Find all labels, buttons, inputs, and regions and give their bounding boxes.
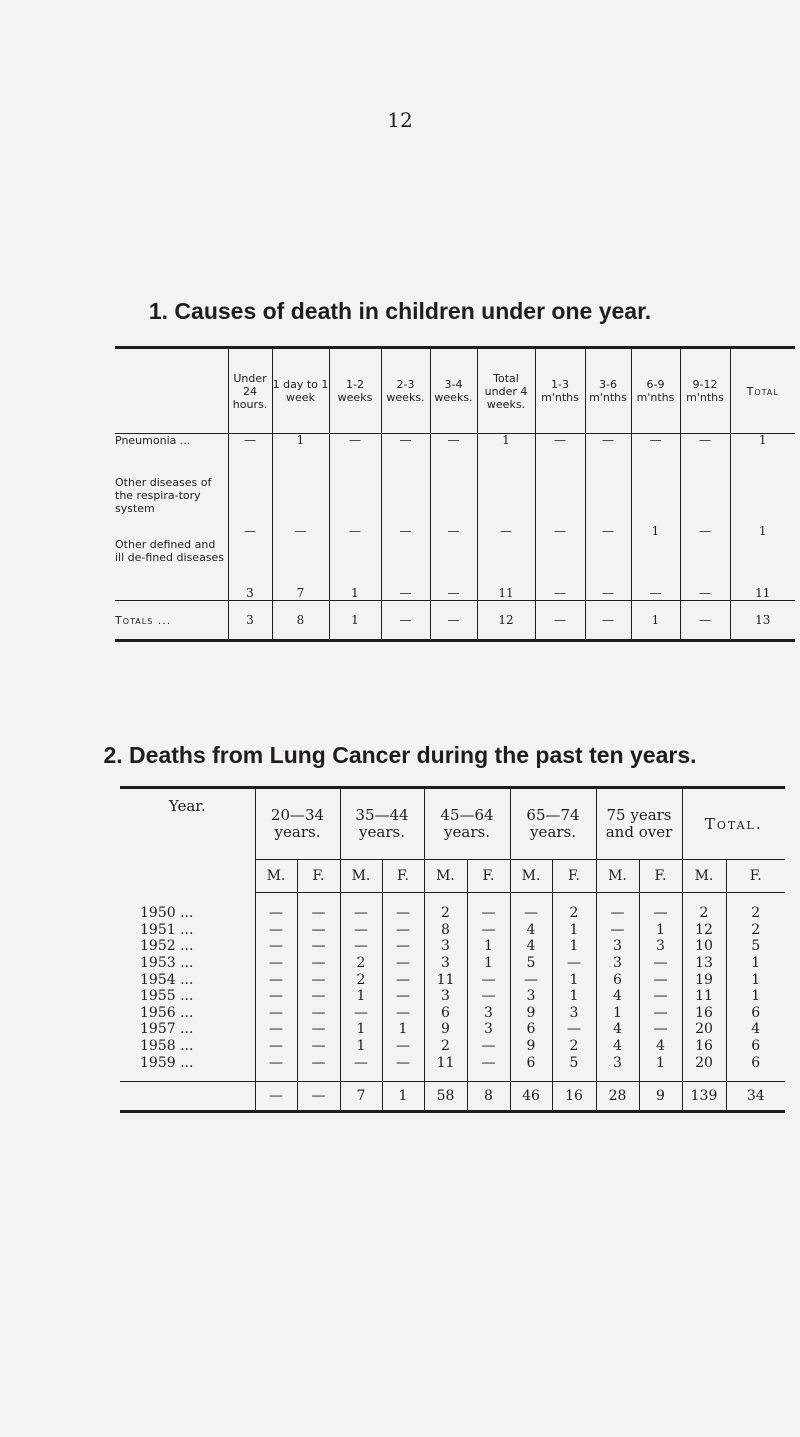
deaths-cell: 1: [639, 1054, 682, 1081]
table2-total-cell: 7: [340, 1081, 382, 1111]
table1-cell: —: [430, 476, 477, 538]
table1-cell: 1: [730, 476, 795, 538]
deaths-cell: —: [467, 1038, 510, 1055]
sex-header: M.: [596, 860, 639, 893]
deaths-cell: —: [297, 988, 340, 1005]
deaths-cell: 1: [340, 1021, 382, 1038]
year-label: 1951 ...: [140, 921, 194, 938]
age-group-header: Total.: [682, 788, 785, 860]
deaths-cell: —: [340, 1005, 382, 1022]
deaths-cell: —: [467, 922, 510, 939]
deaths-cell: —: [382, 922, 424, 939]
table2-total-cell: 9: [639, 1081, 682, 1111]
deaths-cell: 3: [510, 988, 552, 1005]
table1-header-row: [115, 348, 795, 434]
year-label: 1952 ...: [140, 938, 194, 955]
table1-cell: 11: [730, 538, 795, 601]
table1-total-cell: 1: [329, 601, 381, 641]
infant-deaths-table: [115, 346, 795, 642]
table1-cell: 1: [631, 476, 680, 538]
year-row: [120, 922, 785, 939]
deaths-cell: 1: [726, 971, 785, 988]
deaths-cell: —: [467, 988, 510, 1005]
deaths-cell: 10: [682, 938, 726, 955]
sex-header: M.: [255, 860, 297, 893]
deaths-cell: —: [639, 1005, 682, 1022]
deaths-cell: —: [297, 1021, 340, 1038]
age-group-header: 65—74 years.: [510, 788, 596, 860]
deaths-cell: 6: [726, 1038, 785, 1055]
age-group-header: 75 years and over: [596, 788, 682, 860]
year-header: Year.: [168, 797, 206, 815]
deaths-cell: —: [382, 893, 424, 922]
deaths-cell: 3: [596, 1054, 639, 1081]
deaths-cell: 4: [596, 988, 639, 1005]
deaths-cell: 3: [424, 988, 467, 1005]
deaths-cell: 4: [726, 1021, 785, 1038]
deaths-cell: —: [340, 893, 382, 922]
table2-totals-row: [120, 1081, 785, 1111]
table1-cell: —: [381, 476, 430, 538]
table1-total-cell: 8: [272, 601, 329, 641]
year-row: [120, 1038, 785, 1055]
table1-total-cell: 1: [631, 601, 680, 641]
deaths-cell: —: [382, 1054, 424, 1081]
page-number: 12: [387, 108, 413, 132]
table1-total-cell: 12: [477, 601, 535, 641]
table2-group-row: [120, 788, 785, 860]
table1-row: [115, 538, 795, 601]
table1-header-cell: 1-3 m'nths: [535, 348, 585, 434]
table1-header-cell: 2-3 weeks.: [381, 348, 430, 434]
table1-cell: 1: [272, 434, 329, 477]
table1-cell: —: [585, 476, 631, 538]
deaths-cell: 1: [467, 938, 510, 955]
deaths-cell: —: [382, 938, 424, 955]
deaths-cell: 11: [424, 971, 467, 988]
deaths-cell: —: [467, 1054, 510, 1081]
cause-label: Pneumonia ...: [115, 434, 191, 447]
table1-cell: —: [477, 476, 535, 538]
table1-cell: —: [680, 538, 730, 601]
lung-cancer-table: [120, 786, 785, 1113]
deaths-cell: 2: [424, 893, 467, 922]
deaths-cell: 3: [424, 938, 467, 955]
table1-totals-row: [115, 601, 795, 641]
deaths-cell: —: [340, 1054, 382, 1081]
deaths-cell: 1: [382, 1021, 424, 1038]
table1-cell: —: [329, 434, 381, 477]
table1-cell: —: [272, 476, 329, 538]
deaths-cell: —: [255, 922, 297, 939]
table1-cell: —: [680, 434, 730, 477]
sex-header: F.: [726, 860, 785, 893]
table1-cell: 1: [477, 434, 535, 477]
deaths-cell: —: [552, 955, 596, 972]
year-row: [120, 1005, 785, 1022]
deaths-cell: —: [382, 1005, 424, 1022]
deaths-cell: 1: [552, 938, 596, 955]
table1-cell: —: [430, 538, 477, 601]
table1-cell: —: [228, 476, 272, 538]
year-row: [120, 971, 785, 988]
deaths-cell: —: [297, 1054, 340, 1081]
deaths-cell: 3: [596, 938, 639, 955]
deaths-cell: —: [467, 971, 510, 988]
deaths-cell: 6: [726, 1054, 785, 1081]
deaths-cell: 3: [424, 955, 467, 972]
age-group-header: 45—64 years.: [424, 788, 510, 860]
year-label: 1953 ...: [140, 955, 194, 972]
deaths-cell: 4: [596, 1038, 639, 1055]
deaths-cell: —: [639, 1021, 682, 1038]
totals-blank: [120, 1081, 255, 1111]
table1-cell: —: [585, 538, 631, 601]
deaths-cell: 3: [639, 938, 682, 955]
table1-cell: —: [585, 434, 631, 477]
table1-cell: —: [381, 434, 430, 477]
deaths-cell: 20: [682, 1054, 726, 1081]
deaths-cell: 4: [510, 922, 552, 939]
deaths-cell: —: [255, 1005, 297, 1022]
table1-cell: 3: [228, 538, 272, 601]
deaths-cell: —: [382, 971, 424, 988]
deaths-cell: —: [297, 971, 340, 988]
deaths-cell: —: [297, 955, 340, 972]
deaths-cell: 3: [552, 1005, 596, 1022]
year-row: [120, 893, 785, 922]
table1-cell: —: [631, 538, 680, 601]
deaths-cell: —: [552, 1021, 596, 1038]
year-label: 1955 ...: [140, 988, 194, 1005]
deaths-cell: —: [639, 955, 682, 972]
deaths-cell: 12: [682, 922, 726, 939]
table1-header-cell: Total under 4 weeks.: [477, 348, 535, 434]
deaths-cell: 9: [510, 1038, 552, 1055]
age-group-header: 20—34 years.: [255, 788, 340, 860]
deaths-cell: —: [255, 1054, 297, 1081]
table2-total-cell: —: [297, 1081, 340, 1111]
table1-cell: —: [430, 434, 477, 477]
table2-total-cell: 8: [467, 1081, 510, 1111]
deaths-cell: —: [255, 988, 297, 1005]
table1-cell: 1: [329, 538, 381, 601]
sex-header: M.: [340, 860, 382, 893]
table1-header-cell: 6-9 m'nths: [631, 348, 680, 434]
deaths-cell: —: [596, 922, 639, 939]
deaths-cell: —: [340, 938, 382, 955]
deaths-cell: 1: [340, 1038, 382, 1055]
deaths-cell: 2: [552, 893, 596, 922]
deaths-cell: 19: [682, 971, 726, 988]
table1-cell: —: [680, 476, 730, 538]
deaths-cell: 2: [682, 893, 726, 922]
table1-total-cell: 3: [228, 601, 272, 641]
table1-cell: 1: [730, 434, 795, 477]
sex-header: F.: [639, 860, 682, 893]
deaths-cell: —: [255, 938, 297, 955]
deaths-cell: 8: [424, 922, 467, 939]
table2-title: 2. Deaths from Lung Cancer during the past ten years.: [103, 742, 697, 768]
table1-cell: —: [631, 434, 680, 477]
year-label: 1954 ...: [140, 971, 194, 988]
deaths-cell: —: [297, 893, 340, 922]
year-row: [120, 955, 785, 972]
table1-cell: 7: [272, 538, 329, 601]
table1-header-blank: [115, 348, 228, 434]
deaths-cell: 4: [510, 938, 552, 955]
deaths-cell: 2: [340, 955, 382, 972]
table1-title: 1. Causes of death in children under one year.: [148, 298, 652, 324]
table1-header-cell: 1 day to 1 week: [272, 348, 329, 434]
deaths-cell: 16: [682, 1038, 726, 1055]
sex-header: M.: [682, 860, 726, 893]
table1-header-cell: Total: [730, 348, 795, 434]
table2-total-cell: 34: [726, 1081, 785, 1111]
age-group-header: 35—44 years.: [340, 788, 424, 860]
table1-header-cell: 3-6 m'nths: [585, 348, 631, 434]
deaths-cell: —: [255, 1021, 297, 1038]
deaths-cell: —: [255, 955, 297, 972]
deaths-cell: —: [639, 971, 682, 988]
year-label: 1950 ...: [140, 905, 194, 922]
year-label: 1959 ...: [140, 1054, 194, 1071]
deaths-cell: 1: [552, 922, 596, 939]
table2-total-cell: 1: [382, 1081, 424, 1111]
deaths-cell: 5: [726, 938, 785, 955]
table1-header-cell: 1-2 weeks: [329, 348, 381, 434]
deaths-cell: 6: [510, 1021, 552, 1038]
deaths-cell: 1: [552, 971, 596, 988]
year-row: [120, 938, 785, 955]
deaths-cell: 6: [726, 1005, 785, 1022]
deaths-cell: —: [382, 955, 424, 972]
deaths-cell: 9: [424, 1021, 467, 1038]
table1-cell: —: [535, 538, 585, 601]
deaths-cell: 6: [424, 1005, 467, 1022]
table2-total-cell: 139: [682, 1081, 726, 1111]
cause-label: Other defined and ill de-fined diseases: [115, 538, 225, 564]
table1-total-cell: 13: [730, 601, 795, 641]
deaths-cell: 2: [726, 893, 785, 922]
deaths-cell: —: [297, 922, 340, 939]
deaths-cell: —: [297, 938, 340, 955]
deaths-cell: 1: [639, 922, 682, 939]
deaths-cell: 20: [682, 1021, 726, 1038]
cause-label: Other diseases of the respira-tory system: [115, 476, 212, 515]
deaths-cell: —: [639, 893, 682, 922]
table2-total-cell: 16: [552, 1081, 596, 1111]
deaths-cell: 5: [552, 1054, 596, 1081]
table1-cell: —: [381, 538, 430, 601]
deaths-cell: 13: [682, 955, 726, 972]
deaths-cell: —: [382, 988, 424, 1005]
deaths-cell: 11: [682, 988, 726, 1005]
sex-header: M.: [510, 860, 552, 893]
table1-cell: 11: [477, 538, 535, 601]
deaths-cell: 1: [552, 988, 596, 1005]
year-row: [120, 988, 785, 1005]
deaths-cell: —: [340, 922, 382, 939]
deaths-cell: —: [297, 1038, 340, 1055]
table2-total-cell: —: [255, 1081, 297, 1111]
totals-label: Totals ...: [115, 601, 228, 641]
deaths-cell: 6: [596, 971, 639, 988]
sex-header: F.: [552, 860, 596, 893]
deaths-cell: 3: [467, 1021, 510, 1038]
deaths-cell: 6: [510, 1054, 552, 1081]
deaths-cell: —: [255, 1038, 297, 1055]
deaths-cell: 1: [726, 955, 785, 972]
deaths-cell: 1: [726, 988, 785, 1005]
year-label: 1958 ...: [140, 1038, 194, 1055]
table1-header-cell: 9-12 m'nths: [680, 348, 730, 434]
table1-row: [115, 434, 795, 477]
deaths-cell: 4: [639, 1038, 682, 1055]
deaths-cell: —: [639, 988, 682, 1005]
deaths-cell: 2: [552, 1038, 596, 1055]
deaths-cell: 1: [467, 955, 510, 972]
deaths-cell: —: [297, 1005, 340, 1022]
table1-cell: —: [535, 476, 585, 538]
table1-header-cell: 3-4 weeks.: [430, 348, 477, 434]
deaths-cell: —: [467, 893, 510, 922]
year-row: [120, 1054, 785, 1081]
year-label: 1957 ...: [140, 1021, 194, 1038]
table2-total-cell: 58: [424, 1081, 467, 1111]
deaths-cell: 1: [596, 1005, 639, 1022]
table2-total-cell: 46: [510, 1081, 552, 1111]
deaths-cell: 11: [424, 1054, 467, 1081]
deaths-cell: 4: [596, 1021, 639, 1038]
deaths-cell: —: [510, 893, 552, 922]
deaths-cell: 5: [510, 955, 552, 972]
sex-header: F.: [297, 860, 340, 893]
deaths-cell: 3: [467, 1005, 510, 1022]
table1-total-cell: —: [381, 601, 430, 641]
table1-cell: —: [329, 476, 381, 538]
deaths-cell: —: [596, 893, 639, 922]
table1-total-cell: —: [585, 601, 631, 641]
deaths-cell: —: [255, 893, 297, 922]
sex-header: F.: [382, 860, 424, 893]
table1-header-cell: Under 24 hours.: [228, 348, 272, 434]
table1-cell: —: [228, 434, 272, 477]
sex-header: F.: [467, 860, 510, 893]
deaths-cell: 9: [510, 1005, 552, 1022]
deaths-cell: 3: [596, 955, 639, 972]
table2-total-cell: 28: [596, 1081, 639, 1111]
deaths-cell: 2: [424, 1038, 467, 1055]
table1-row: [115, 476, 795, 538]
year-row: [120, 1021, 785, 1038]
deaths-cell: 2: [726, 922, 785, 939]
table1-cell: —: [535, 434, 585, 477]
deaths-cell: 2: [340, 971, 382, 988]
deaths-cell: —: [382, 1038, 424, 1055]
deaths-cell: —: [255, 971, 297, 988]
year-label: 1956 ...: [140, 1004, 194, 1021]
deaths-cell: —: [510, 971, 552, 988]
sex-header: M.: [424, 860, 467, 893]
deaths-cell: 1: [340, 988, 382, 1005]
table1-total-cell: —: [430, 601, 477, 641]
table1-total-cell: —: [680, 601, 730, 641]
deaths-cell: 16: [682, 1005, 726, 1022]
table1-total-cell: —: [535, 601, 585, 641]
